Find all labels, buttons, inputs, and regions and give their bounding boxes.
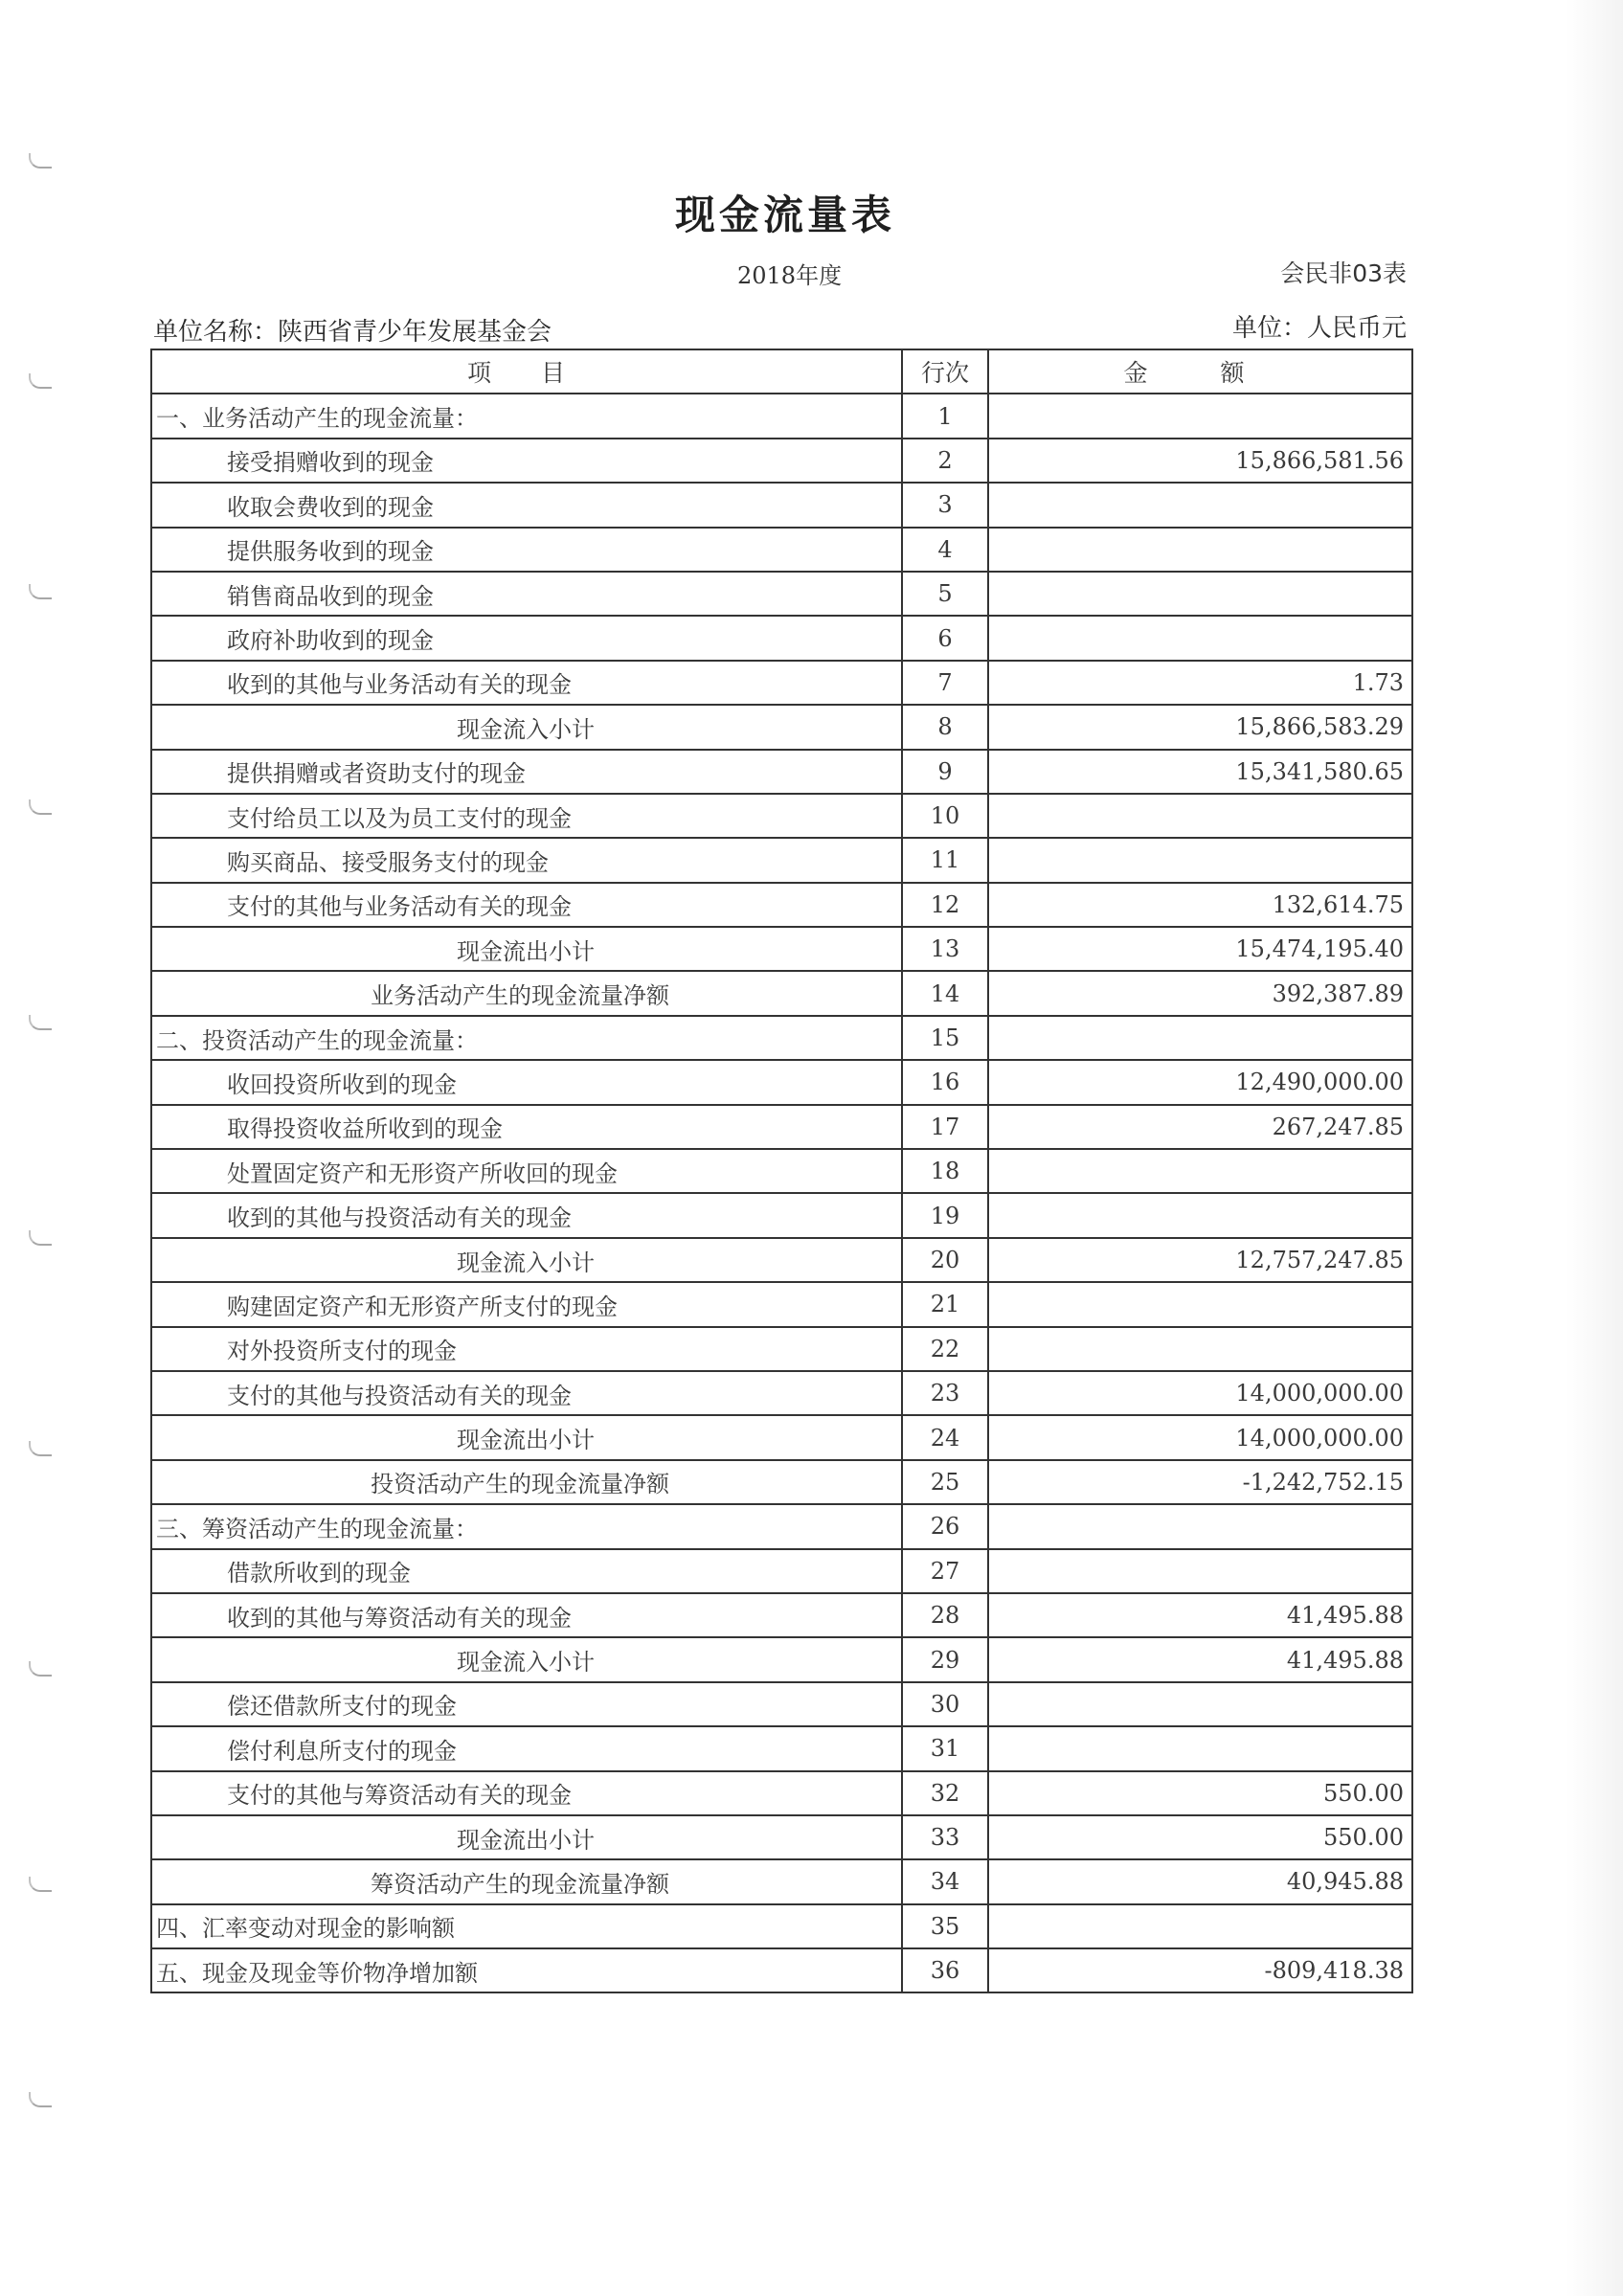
table-row [151, 1726, 1412, 1770]
table-row [151, 1460, 1412, 1504]
table-body [151, 394, 1412, 1992]
row-line-number: 2 [902, 439, 988, 483]
row-line-number: 17 [902, 1105, 988, 1149]
table-row [151, 1504, 1412, 1548]
table-row [151, 971, 1412, 1015]
table-row [151, 616, 1412, 660]
row-item-label: 收取会费收到的现金 [151, 483, 902, 527]
row-item-label: 收回投资所收到的现金 [151, 1060, 902, 1104]
row-line-number: 16 [902, 1060, 988, 1104]
row-amount [988, 1682, 1412, 1726]
row-amount: 132,614.75 [988, 883, 1412, 927]
row-line-number: 6 [902, 616, 988, 660]
row-item-label: 现金流入小计 [151, 1238, 902, 1282]
row-amount [988, 1549, 1412, 1593]
row-item-label: 购买商品、接受服务支付的现金 [151, 838, 902, 882]
row-line-number: 3 [902, 483, 988, 527]
row-amount: 12,757,247.85 [988, 1238, 1412, 1282]
row-line-number: 21 [902, 1282, 988, 1326]
row-line-number: 4 [902, 528, 988, 572]
table-row [151, 1771, 1412, 1815]
form-code: 会民非03表 [1280, 259, 1407, 287]
row-amount: 15,474,195.40 [988, 927, 1412, 971]
row-item-label: 现金流出小计 [151, 1415, 902, 1459]
row-line-number: 24 [902, 1415, 988, 1459]
row-line-number: 23 [902, 1371, 988, 1415]
organization-name: 单位名称：陕西省青少年发展基金会 [153, 318, 552, 347]
row-line-number: 22 [902, 1327, 988, 1371]
row-amount [988, 1193, 1412, 1237]
row-line-number: 9 [902, 750, 988, 794]
row-line-number: 29 [902, 1637, 988, 1681]
row-line-number: 28 [902, 1593, 988, 1637]
table-row [151, 750, 1412, 794]
row-line-number: 15 [902, 1016, 988, 1060]
row-item-label: 四、汇率变动对现金的影响额 [151, 1904, 902, 1948]
row-line-number: 36 [902, 1948, 988, 1992]
row-item-label: 现金流出小计 [151, 927, 902, 971]
row-amount: 550.00 [988, 1771, 1412, 1815]
row-amount: 15,866,583.29 [988, 705, 1412, 749]
row-amount: 14,000,000.00 [988, 1415, 1412, 1459]
row-item-label: 筹资活动产生的现金流量净额 [151, 1859, 902, 1903]
table-row [151, 838, 1412, 882]
row-item-label: 支付的其他与业务活动有关的现金 [151, 883, 902, 927]
row-amount: 14,000,000.00 [988, 1371, 1412, 1415]
row-item-label: 偿付利息所支付的现金 [151, 1726, 902, 1770]
row-amount: 267,247.85 [988, 1105, 1412, 1149]
binding-hole-mark [29, 799, 52, 815]
table-row [151, 1105, 1412, 1149]
row-amount: 1.73 [988, 661, 1412, 705]
row-amount [988, 616, 1412, 660]
row-item-label: 支付的其他与投资活动有关的现金 [151, 1371, 902, 1415]
row-amount: 550.00 [988, 1815, 1412, 1859]
row-item-label: 销售商品收到的现金 [151, 572, 902, 616]
row-line-number: 34 [902, 1859, 988, 1903]
row-amount [988, 572, 1412, 616]
row-amount [988, 1904, 1412, 1948]
table-row [151, 394, 1412, 438]
row-amount [988, 483, 1412, 527]
row-amount [988, 1504, 1412, 1548]
table-row [151, 705, 1412, 749]
table-row [151, 572, 1412, 616]
row-line-number: 31 [902, 1726, 988, 1770]
row-line-number: 33 [902, 1815, 988, 1859]
binding-hole-mark [29, 1015, 52, 1030]
table-row [151, 1904, 1412, 1948]
row-line-number: 14 [902, 971, 988, 1015]
row-amount [988, 1327, 1412, 1371]
row-item-label: 借款所收到的现金 [151, 1549, 902, 1593]
row-amount [988, 1149, 1412, 1193]
table-row [151, 1060, 1412, 1104]
reporting-period: 2018年度 [737, 262, 843, 289]
table-row [151, 1282, 1412, 1326]
row-line-number: 30 [902, 1682, 988, 1726]
table-row [151, 1859, 1412, 1903]
row-amount [988, 838, 1412, 882]
row-amount [988, 1016, 1412, 1060]
row-item-label: 取得投资收益所收到的现金 [151, 1105, 902, 1149]
table-header-row [151, 349, 1412, 394]
table-row [151, 1593, 1412, 1637]
table-row [151, 1549, 1412, 1593]
row-item-label: 支付的其他与筹资活动有关的现金 [151, 1771, 902, 1815]
row-line-number: 7 [902, 661, 988, 705]
column-header-amount: 金 额 [988, 349, 1412, 394]
table-row [151, 1149, 1412, 1193]
table-row [151, 439, 1412, 483]
row-item-label: 二、投资活动产生的现金流量： [151, 1016, 902, 1060]
row-item-label: 现金流出小计 [151, 1815, 902, 1859]
row-line-number: 32 [902, 1771, 988, 1815]
binding-hole-mark [29, 1230, 52, 1246]
row-item-label: 收到的其他与筹资活动有关的现金 [151, 1593, 902, 1637]
row-line-number: 18 [902, 1149, 988, 1193]
table-row [151, 1815, 1412, 1859]
row-item-label: 业务活动产生的现金流量净额 [151, 971, 902, 1015]
table-row [151, 1238, 1412, 1282]
row-item-label: 政府补助收到的现金 [151, 616, 902, 660]
table-row [151, 1682, 1412, 1726]
row-line-number: 20 [902, 1238, 988, 1282]
row-line-number: 12 [902, 883, 988, 927]
row-amount: 41,495.88 [988, 1637, 1412, 1681]
row-item-label: 现金流入小计 [151, 705, 902, 749]
row-line-number: 11 [902, 838, 988, 882]
row-amount: 15,866,581.56 [988, 439, 1412, 483]
row-line-number: 1 [902, 394, 988, 438]
table-row [151, 1016, 1412, 1060]
row-amount [988, 528, 1412, 572]
binding-hole-mark [29, 1661, 52, 1677]
table-row [151, 1637, 1412, 1681]
row-item-label: 提供捐赠或者资助支付的现金 [151, 750, 902, 794]
binding-hole-mark [29, 584, 52, 599]
table-row [151, 883, 1412, 927]
scan-edge-shadow [1566, 0, 1623, 2296]
row-item-label: 接受捐赠收到的现金 [151, 439, 902, 483]
row-amount: 40,945.88 [988, 1859, 1412, 1903]
table-row [151, 1193, 1412, 1237]
table-row [151, 528, 1412, 572]
row-amount [988, 1282, 1412, 1326]
row-amount [988, 394, 1412, 438]
row-item-label: 收到的其他与投资活动有关的现金 [151, 1193, 902, 1237]
binding-hole-mark [29, 1441, 52, 1456]
document-title: 现金流量表 [674, 191, 895, 238]
row-line-number: 35 [902, 1904, 988, 1948]
table-row [151, 1415, 1412, 1459]
table-row [151, 1948, 1412, 1992]
row-item-label: 三、筹资活动产生的现金流量： [151, 1504, 902, 1548]
row-amount: 15,341,580.65 [988, 750, 1412, 794]
row-line-number: 10 [902, 794, 988, 838]
row-line-number: 13 [902, 927, 988, 971]
row-item-label: 支付给员工以及为员工支付的现金 [151, 794, 902, 838]
row-amount: -809,418.38 [988, 1948, 1412, 1992]
cash-flow-table [150, 349, 1413, 1993]
row-item-label: 收到的其他与业务活动有关的现金 [151, 661, 902, 705]
row-amount [988, 794, 1412, 838]
column-header-item: 项 目 [151, 349, 902, 394]
table-row [151, 1327, 1412, 1371]
table-row [151, 794, 1412, 838]
row-item-label: 购建固定资产和无形资产所支付的现金 [151, 1282, 902, 1326]
row-item-label: 现金流入小计 [151, 1637, 902, 1681]
currency-unit: 单位：人民币元 [1231, 314, 1407, 343]
row-item-label: 五、现金及现金等价物净增加额 [151, 1948, 902, 1992]
row-amount [988, 1726, 1412, 1770]
row-amount: 41,495.88 [988, 1593, 1412, 1637]
row-amount: -1,242,752.15 [988, 1460, 1412, 1504]
binding-hole-mark [29, 153, 52, 169]
binding-hole-mark [29, 373, 52, 389]
row-line-number: 5 [902, 572, 988, 616]
binding-hole-mark [29, 1877, 52, 1892]
row-item-label: 偿还借款所支付的现金 [151, 1682, 902, 1726]
row-amount: 12,490,000.00 [988, 1060, 1412, 1104]
row-item-label: 一、业务活动产生的现金流量： [151, 394, 902, 438]
row-line-number: 26 [902, 1504, 988, 1548]
row-item-label: 处置固定资产和无形资产所收回的现金 [151, 1149, 902, 1193]
binding-hole-mark [29, 2092, 52, 2107]
table-row [151, 661, 1412, 705]
row-item-label: 提供服务收到的现金 [151, 528, 902, 572]
row-line-number: 19 [902, 1193, 988, 1237]
column-header-line-no: 行次 [902, 349, 988, 394]
row-line-number: 27 [902, 1549, 988, 1593]
table-row [151, 1371, 1412, 1415]
row-item-label: 对外投资所支付的现金 [151, 1327, 902, 1371]
table-row [151, 927, 1412, 971]
row-line-number: 8 [902, 705, 988, 749]
row-line-number: 25 [902, 1460, 988, 1504]
row-item-label: 投资活动产生的现金流量净额 [151, 1460, 902, 1504]
table-row [151, 483, 1412, 527]
row-amount: 392,387.89 [988, 971, 1412, 1015]
